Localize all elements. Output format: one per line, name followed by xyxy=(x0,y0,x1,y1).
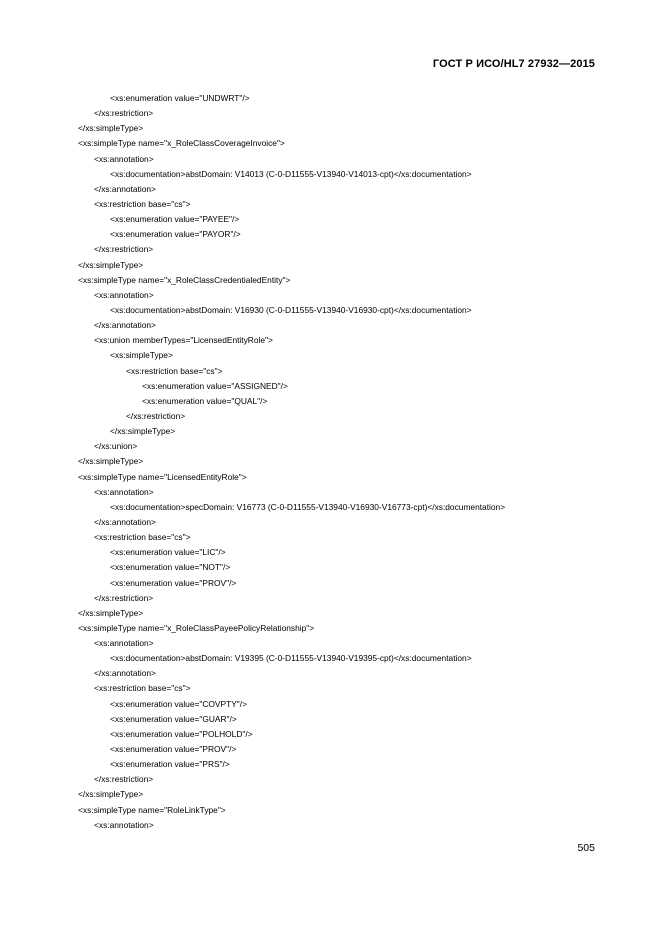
code-line: <xs:union memberTypes="LicensedEntityRole"> xyxy=(94,335,273,346)
code-line: <xs:enumeration value="PAYEE"/> xyxy=(110,214,240,225)
code-line: </xs:union> xyxy=(94,441,138,452)
code-line: </xs:annotation> xyxy=(94,668,156,679)
code-line: <xs:restriction base="cs"> xyxy=(94,683,191,694)
code-line: <xs:enumeration value="QUAL"/> xyxy=(142,395,268,406)
code-line: <xs:simpleType name="x_RoleClassPayeePolicyRelationship"> xyxy=(78,622,315,633)
code-line: </xs:restriction> xyxy=(126,410,186,421)
code-line: </xs:annotation> xyxy=(94,320,156,331)
code-line: <xs:enumeration value="PRS"/> xyxy=(110,759,230,770)
code-line: <xs:enumeration value="PROV"/> xyxy=(110,577,237,588)
code-line: <xs:annotation> xyxy=(94,486,154,497)
code-line: </xs:restriction> xyxy=(94,244,154,255)
code-line: <xs:annotation> xyxy=(94,289,154,300)
code-line: </xs:restriction> xyxy=(94,108,154,119)
code-line: </xs:simpleType> xyxy=(78,789,144,800)
code-line: <xs:documentation>specDomain: V16773 (C-0-D11555-V13940-V16930-V16773-cpt)</xs:documentation> xyxy=(110,501,506,512)
code-line: <xs:simpleType name="LicensedEntityRole"> xyxy=(78,471,247,482)
code-line: </xs:simpleType> xyxy=(78,123,144,134)
code-line: </xs:simpleType> xyxy=(78,456,144,467)
code-line: <xs:enumeration value="UNDWRT"/> xyxy=(110,93,250,103)
xml-schema-listing xyxy=(78,91,618,833)
code-line: <xs:documentation>abstDomain: V14013 (C-0-D11555-V13940-V14013-cpt)</xs:documentation> xyxy=(110,168,472,179)
code-line: <xs:documentation>abstDomain: V19395 (C-0-D11555-V13940-V19395-cpt)</xs:documentation> xyxy=(110,653,472,664)
code-line: </xs:annotation> xyxy=(94,183,156,194)
code-line: <xs:enumeration value="ASSIGNED"/> xyxy=(142,380,288,391)
code-line: <xs:annotation> xyxy=(94,819,154,830)
code-line: <xs:annotation> xyxy=(94,638,154,649)
code-line: <xs:enumeration value="LIC"/> xyxy=(110,547,226,558)
page-number: 505 xyxy=(577,842,595,854)
code-line: <xs:enumeration value="POLHOLD"/> xyxy=(110,728,253,739)
code-line: <xs:enumeration value="GUAR"/> xyxy=(110,713,237,724)
document-standard-header: ГОСТ Р ИСО/HL7 27932—2015 xyxy=(432,58,595,70)
code-line: <xs:restriction base="cs"> xyxy=(94,198,191,209)
code-line: <xs:restriction base="cs"> xyxy=(94,532,191,543)
code-line: </xs:restriction> xyxy=(94,592,154,603)
code-line: <xs:documentation>abstDomain: V16930 (C-0-D11555-V13940-V16930-cpt)</xs:documentation> xyxy=(110,304,472,315)
code-line: </xs:simpleType> xyxy=(78,259,144,270)
code-line: <xs:enumeration value="NOT"/> xyxy=(110,562,231,573)
code-line: </xs:restriction> xyxy=(94,774,154,785)
code-line: </xs:annotation> xyxy=(94,516,156,527)
code-line: </xs:simpleType> xyxy=(78,607,144,618)
code-line: <xs:restriction base="cs"> xyxy=(126,365,223,376)
code-line: <xs:simpleType name="RoleLinkType"> xyxy=(78,804,226,815)
code-line: <xs:annotation> xyxy=(94,153,154,164)
code-line: <xs:enumeration value="PROV"/> xyxy=(110,744,237,755)
code-line: </xs:simpleType> xyxy=(110,426,176,437)
code-line: <xs:simpleType name="x_RoleClassCoverageInvoice"> xyxy=(78,138,285,149)
code-line: <xs:simpleType name="x_RoleClassCredentialedEntity"> xyxy=(78,274,291,285)
code-line: <xs:enumeration value="COVPTY"/> xyxy=(110,698,247,709)
code-line: <xs:simpleType> xyxy=(110,350,173,361)
code-line: <xs:enumeration value="PAYOR"/> xyxy=(110,229,241,240)
